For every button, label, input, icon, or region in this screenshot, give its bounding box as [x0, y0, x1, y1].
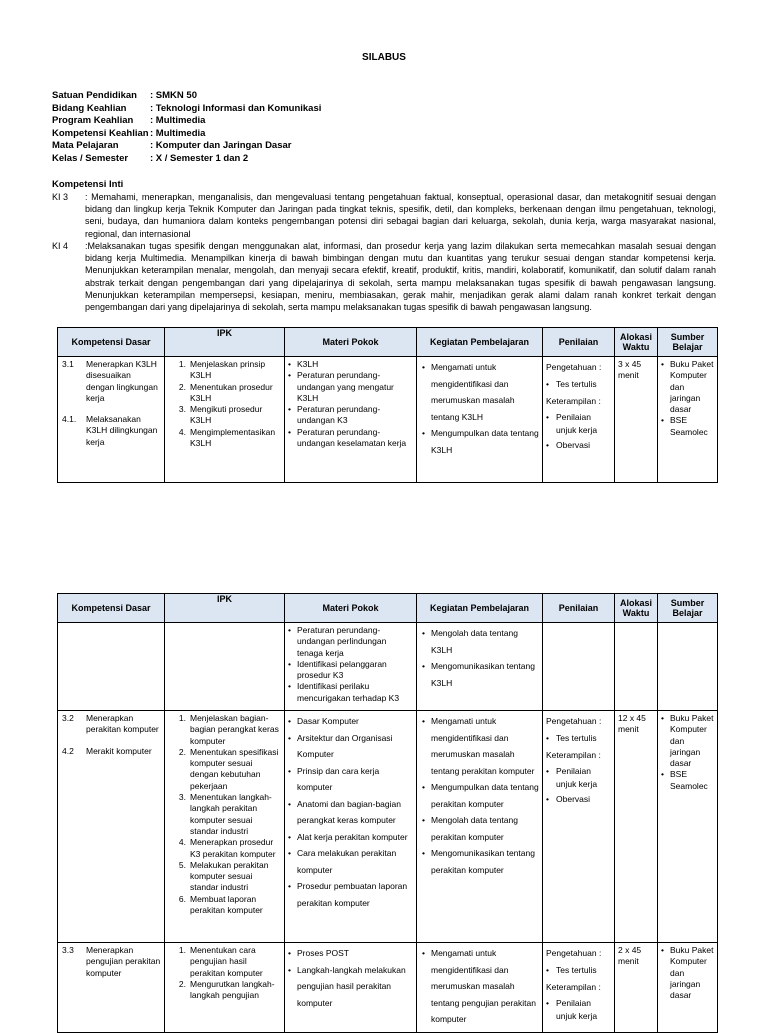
kegiatan-item [422, 425, 539, 458]
ipk-number: 1. [178, 359, 186, 369]
bullet-icon: • [422, 661, 425, 671]
penilaian-pengetahuan: Pengetahuan : [546, 716, 602, 726]
materi-text: K3LH [297, 359, 319, 369]
penilaian-keterampilan: Keterampilan : [546, 395, 601, 406]
kd-cell [58, 357, 165, 483]
bullet-icon: • [288, 658, 291, 669]
info-row [52, 90, 321, 103]
table-row [58, 943, 718, 1033]
identity-block [52, 90, 321, 166]
sumber-item [661, 945, 714, 1001]
materi-item [288, 763, 413, 796]
header-ipk: IPK [165, 328, 285, 357]
ipk-number: 5. [178, 859, 186, 870]
materi-text: Peraturan perundang-undangan yang mengatur K3LH [297, 370, 394, 403]
info-value: : Multimedia [150, 127, 206, 139]
ipk-number: 3. [178, 792, 186, 803]
kegiatan-text: Mengamati untuk mengidentifikasi dan merumuskan masalah tentang perakitan komputer [431, 716, 535, 776]
kd-number: 3.3 [62, 945, 74, 955]
kd-text: Menerapkan pengujian perakitan komputer [86, 945, 161, 978]
info-value: : X / Semester 1 dan 2 [150, 152, 249, 164]
header-ipk: IPK [165, 594, 285, 623]
ipk-item [168, 860, 281, 894]
penilaian-text: Obervasi [556, 440, 591, 450]
penilaian-item [546, 793, 611, 806]
penilaian-text: Penilaian unjuk kerja [556, 998, 598, 1021]
kd-number: 3.2 [62, 713, 74, 723]
ki3-label: KI 3 [52, 192, 69, 202]
ipk-number: 4. [178, 837, 186, 848]
kd-cell [58, 623, 165, 711]
ipk-cell [165, 357, 285, 483]
penilaian-item [546, 439, 611, 452]
ipk-item [168, 979, 281, 1002]
kegiatan-text: Mengumpulkan data tentang K3LH [431, 428, 539, 455]
materi-cell [285, 623, 417, 711]
ipk-text: Menentukan spesifikasi komputer sesuai dengan kebutuhan pekerjaan [190, 746, 279, 791]
kegiatan-item [422, 779, 539, 812]
bullet-icon: • [288, 404, 291, 415]
bullet-icon: • [661, 713, 664, 723]
alokasi-cell: 3 x 45 menit [615, 357, 658, 483]
materi-text: Arsitektur dan Organisasi Komputer [297, 732, 393, 759]
kegiatan-text: Mengomunikasikan tentang K3LH [431, 661, 535, 688]
ipk-number: 2. [178, 978, 186, 989]
materi-text: Prosedur pembuatan laporan perakitan komputer [297, 881, 408, 908]
bullet-icon: • [422, 716, 425, 726]
kegiatan-item [422, 713, 539, 779]
kd-item [62, 746, 161, 757]
penilaian-item [546, 765, 611, 791]
info-row [52, 103, 321, 116]
header-penilaian: Penilaian [543, 594, 615, 623]
ipk-number: 2. [178, 746, 186, 757]
penilaian-item [546, 997, 611, 1023]
header-kompetensi-dasar: Kompetensi Dasar [58, 594, 165, 623]
kd-text: Menerapkan perakitan komputer [86, 713, 159, 735]
materi-text: Peraturan perundang-undangan keselamatan kerja [297, 426, 407, 449]
materi-text: Peraturan perundang-undangan perlindungan tenaga kerja [297, 625, 387, 658]
penilaian-text: Penilaian unjuk kerja [556, 766, 598, 789]
sumber-text: Buku Paket Komputer dan jaringan dasar [670, 713, 714, 769]
ipk-text: Menjelaskan prinsip K3LH [190, 359, 266, 381]
materi-cell [285, 711, 417, 943]
info-label: Program Keahlian [52, 115, 134, 127]
penilaian-item [546, 378, 611, 391]
info-row [52, 128, 321, 141]
penilaian-pengetahuan: Pengetahuan : [546, 362, 602, 372]
bullet-icon: • [422, 815, 425, 825]
materi-text: Anatomi dan bagian-bagian perangkat keras komputer [297, 798, 401, 825]
ipk-text: Mengimplementasikan K3LH [190, 426, 276, 449]
ipk-number: 1. [178, 945, 186, 955]
kegiatan-item [422, 658, 539, 691]
kd-item [62, 945, 161, 979]
ipk-text: Membuat laporan perakitan komputer [190, 893, 263, 916]
sumber-item [661, 359, 714, 415]
ipk-text: Melakukan perakitan komputer sesuai standar industri [190, 859, 269, 893]
bullet-icon: • [288, 681, 291, 692]
header-sumber: Sumber Belajar [658, 328, 718, 357]
info-row [52, 115, 321, 128]
bullet-icon: • [422, 428, 425, 438]
sumber-text: Buku Paket Komputer dan jaringan dasar [670, 359, 714, 415]
penilaian-text: Tes tertulis [556, 378, 597, 389]
ipk-number: 1. [178, 713, 186, 723]
materi-text: Identifikasi perilaku mencurigakan terhadap K3 [297, 681, 400, 703]
ipk-cell [165, 711, 285, 943]
bullet-icon: • [288, 848, 291, 858]
bullet-icon: • [661, 945, 664, 955]
sumber-cell [658, 357, 718, 483]
ki4-label: KI 4 [52, 241, 69, 251]
kegiatan-cell [417, 711, 543, 943]
materi-item [288, 796, 413, 829]
header-alokasi: Alokasi Waktu [615, 328, 658, 357]
header-penilaian: Penilaian [543, 328, 615, 357]
header-materi-pokok: Materi Pokok [285, 328, 417, 357]
penilaian-text: Tes tertulis [556, 964, 597, 975]
bullet-icon: • [661, 769, 664, 780]
info-value: : Multimedia [150, 115, 206, 127]
kegiatan-text: Mengomunikasikan tentang perakitan komputer [431, 848, 535, 875]
sumber-text: Buku Paket Komputer dan jaringan dasar [670, 945, 714, 1001]
penilaian-pengetahuan: Pengetahuan : [546, 948, 602, 958]
kd-cell [58, 711, 165, 943]
sumber-text: BSE Seamolec [670, 769, 708, 791]
materi-item [288, 404, 413, 427]
bullet-icon: • [661, 359, 664, 369]
sumber-text: BSE Seamolec [670, 415, 708, 437]
penilaian-text: Obervasi [556, 794, 591, 804]
alokasi-cell: 2 x 45 menit [615, 943, 658, 1033]
ipk-cell [165, 623, 285, 711]
kd-item [62, 359, 161, 404]
penilaian-item [546, 964, 611, 977]
materi-text: Prinsip dan cara kerja komputer [297, 765, 380, 792]
info-row [52, 140, 321, 153]
bullet-icon: • [422, 848, 425, 858]
kegiatan-text: Mengamati untuk mengidentifikasi dan merumuskan masalah tentang pengujian perakitan komputer [431, 948, 536, 1024]
ipk-number: 3. [178, 404, 186, 415]
kd-text: Menerapkan K3LH disesuaikan dengan lingkungan kerja [86, 359, 158, 403]
ipk-number: 4. [178, 426, 186, 437]
kegiatan-cell [417, 623, 543, 711]
materi-cell [285, 357, 417, 483]
penilaian-keterampilan: Keterampilan : [546, 749, 601, 760]
materi-text: Langkah-langkah melakukan pengujian hasil perakitan komputer [297, 964, 406, 1008]
kegiatan-cell [417, 357, 543, 483]
kd-number: 4.2 [62, 745, 74, 756]
header-kegiatan: Kegiatan Pembelajaran [417, 328, 543, 357]
bullet-icon: • [422, 362, 425, 372]
bullet-icon: • [422, 628, 425, 638]
ipk-text: Mengurutkan langkah-langkah pengujian [190, 978, 275, 1001]
info-row [52, 153, 321, 166]
header-materi-pokok: Materi Pokok [285, 594, 417, 623]
bullet-icon: • [288, 765, 291, 776]
bullet-icon: • [546, 440, 549, 450]
ipk-item [168, 837, 281, 860]
kd-item [62, 414, 161, 448]
kd-cell [58, 943, 165, 1033]
info-label: Bidang Keahlian [52, 102, 127, 114]
info-label: Satuan Pendidikan [52, 90, 137, 101]
ki3-paragraph [52, 191, 716, 240]
bullet-icon: • [288, 831, 291, 842]
info-value: : Teknologi Informasi dan Komunikasi [150, 102, 322, 114]
kd-text: Melaksanakan K3LH dilingkungan kerja [86, 414, 158, 447]
penilaian-item [546, 732, 611, 745]
sumber-cell [658, 623, 718, 711]
table-row [58, 357, 718, 483]
materi-text: Alat kerja perakitan komputer [297, 831, 408, 842]
kompetensi-inti-heading: Kompetensi Inti [52, 179, 124, 190]
table-header-row [58, 594, 718, 623]
kegiatan-text: Mengumpulkan data tentang perakitan komputer [431, 782, 539, 809]
ipk-text: Mengikuti prosedur K3LH [190, 404, 263, 426]
bullet-icon: • [546, 412, 549, 422]
materi-item [288, 730, 413, 763]
syllabus-table-2 [57, 593, 718, 1033]
bullet-icon: • [288, 732, 291, 743]
table-row [58, 623, 718, 711]
bullet-icon: • [288, 359, 291, 369]
ipk-number: 6. [178, 893, 186, 904]
penilaian-text: Penilaian unjuk kerja [556, 412, 598, 435]
kegiatan-text: Mengamati untuk mengidentifikasi dan merumuskan masalah tentang K3LH [431, 362, 515, 422]
sumber-cell [658, 943, 718, 1033]
kd-number: 4.1. [62, 414, 77, 425]
ipk-text: Menentukan langkah-langkah perakitan komputer sesuai standar industri [190, 792, 272, 836]
header-sumber: Sumber Belajar [658, 594, 718, 623]
info-label: Mata Pelajaran [52, 140, 119, 152]
bullet-icon: • [422, 782, 425, 792]
materi-item [288, 370, 413, 404]
sumber-cell [658, 711, 718, 943]
info-label: Kompetensi Keahlian [52, 127, 149, 139]
ipk-item [168, 404, 281, 427]
ipk-item [168, 894, 281, 917]
kd-text: Merakit komputer [86, 745, 152, 756]
syllabus-table-1 [57, 327, 718, 483]
materi-text: Peraturan perundang-undangan K3 [297, 404, 381, 426]
ipk-text: Menentukan prosedur K3LH [190, 381, 273, 403]
kegiatan-text: Mengolah data tentang K3LH [431, 628, 518, 655]
ipk-text: Menentukan cara pengujian hasil perakitan komputer [190, 945, 263, 978]
penilaian-cell [543, 711, 615, 943]
ipk-cell [165, 943, 285, 1033]
bullet-icon: • [546, 964, 549, 975]
materi-item [288, 962, 413, 1012]
materi-item [288, 427, 413, 450]
bullet-icon: • [288, 370, 291, 381]
ipk-item [168, 747, 281, 792]
ipk-number: 2. [178, 381, 186, 392]
kd-number: 3.1 [62, 359, 74, 369]
materi-text: Proses POST [297, 948, 349, 958]
table-row [58, 711, 718, 943]
penilaian-keterampilan: Keterampilan : [546, 981, 601, 992]
ki3-text: : Memahami, menerapkan, menganalisis, dan mengevaluasi tentang pengetahuan faktual, konseptual, operasional dasar, dan metakognitif sesuai dengan bidang dan lingkup kerja Teknik Komputer dan Jaringan pada tingkat teknis, spesifik, detil, dan kompleks, berkenaan dengan ilmu pengetahuan, teknologi, seni, budaya, dan humaniora dalam konteks pengembangan potensi diri sebagai bagian dari keluarga, sekolah, dunia kerja, warga masyarakat nasional, regional, dan internasional [85, 192, 716, 239]
materi-item [288, 713, 413, 730]
bullet-icon: • [546, 998, 549, 1008]
materi-text: Dasar Komputer [297, 716, 359, 726]
materi-item [288, 625, 413, 659]
bullet-icon: • [288, 625, 291, 635]
kegiatan-item [422, 359, 539, 425]
sumber-item [661, 415, 714, 438]
bullet-icon: • [288, 881, 291, 891]
bullet-icon: • [546, 766, 549, 776]
materi-item [288, 845, 413, 878]
materi-cell [285, 943, 417, 1033]
kegiatan-item [422, 625, 539, 658]
ki4-paragraph [52, 240, 716, 313]
materi-item [288, 659, 413, 682]
bullet-icon: • [288, 426, 291, 437]
ipk-text: Menerapkan prosedur K3 perakitan komputer [190, 837, 276, 859]
page-title: SILABUS [362, 52, 406, 63]
materi-text: Identifikasi pelanggaran prosedur K3 [297, 658, 387, 681]
penilaian-cell [543, 623, 615, 711]
bullet-icon: • [288, 798, 291, 809]
info-value: : SMKN 50 [150, 90, 197, 101]
materi-item [288, 829, 413, 846]
penilaian-item [546, 411, 611, 437]
kegiatan-item [422, 945, 539, 1028]
materi-text: Cara melakukan perakitan komputer [297, 848, 397, 875]
ipk-item [168, 713, 281, 747]
info-label: Kelas / Semester [52, 152, 129, 164]
alokasi-cell: 12 x 45 menit [615, 711, 658, 943]
header-alokasi: Alokasi Waktu [615, 594, 658, 623]
ipk-item [168, 792, 281, 837]
penilaian-text: Tes tertulis [556, 732, 597, 743]
ki4-text: :Melaksanakan tugas spesifik dengan menggunakan alat, informasi, dan prosedur kerja yang lazim dilakukan serta memecahkan masalah sesuai dengan bidang kerja Multimedia. Menampilkan kinerja di bawah bimbingan dengan mutu dan kuantitas yang terukur sesuai dengan standar kompetensi kerja. Menunjukkan keterampilan menalar, mengolah, dan menyaji secara efektif, kreatif, produktif, kritis, mandiri, kolaboratif, komunikatif, dan solutif dalam ranah abstrak terkait dengan pengembangan dari yang dipelajarinya di sekolah, serta mampu melaksanakan tugas spesifik di bawah pengawasan langsung. Menunjukkan keterampilan mempersepsi, kesiapan, meniru, membiasakan, gerak mahir, menjadikan gerak alami dalam ranah konkret terkait dengan pengembangan dari yang dipelajarinya di sekolah, serta mampu melaksanakan tugas spesifik di bawah pengawasan langsung. [85, 241, 716, 313]
bullet-icon: • [422, 948, 425, 958]
kegiatan-item [422, 845, 539, 878]
header-kompetensi-dasar: Kompetensi Dasar [58, 328, 165, 357]
bullet-icon: • [546, 732, 549, 743]
kd-item [62, 713, 161, 736]
sumber-item [661, 713, 714, 769]
materi-item [288, 359, 413, 370]
ipk-item [168, 382, 281, 405]
penilaian-cell [543, 943, 615, 1033]
info-value: : Komputer dan Jaringan Dasar [150, 140, 292, 152]
bullet-icon: • [288, 716, 291, 726]
bullet-icon: • [288, 948, 291, 958]
kegiatan-text: Mengolah data tentang perakitan komputer [431, 815, 518, 842]
ipk-item [168, 427, 281, 450]
penilaian-cell [543, 357, 615, 483]
bullet-icon: • [288, 964, 291, 975]
bullet-icon: • [661, 415, 664, 426]
sumber-item [661, 769, 714, 792]
bullet-icon: • [546, 794, 549, 804]
ipk-item [168, 359, 281, 382]
kegiatan-cell [417, 943, 543, 1033]
bullet-icon: • [546, 378, 549, 389]
ipk-item [168, 945, 281, 979]
header-kegiatan: Kegiatan Pembelajaran [417, 594, 543, 623]
kegiatan-item [422, 812, 539, 845]
alokasi-cell [615, 623, 658, 711]
materi-item [288, 878, 413, 911]
materi-item [288, 945, 413, 962]
materi-item [288, 681, 413, 704]
table-header-row [58, 328, 718, 357]
ipk-text: Menjelaskan bagian-bagian perangkat keras komputer [190, 713, 279, 746]
